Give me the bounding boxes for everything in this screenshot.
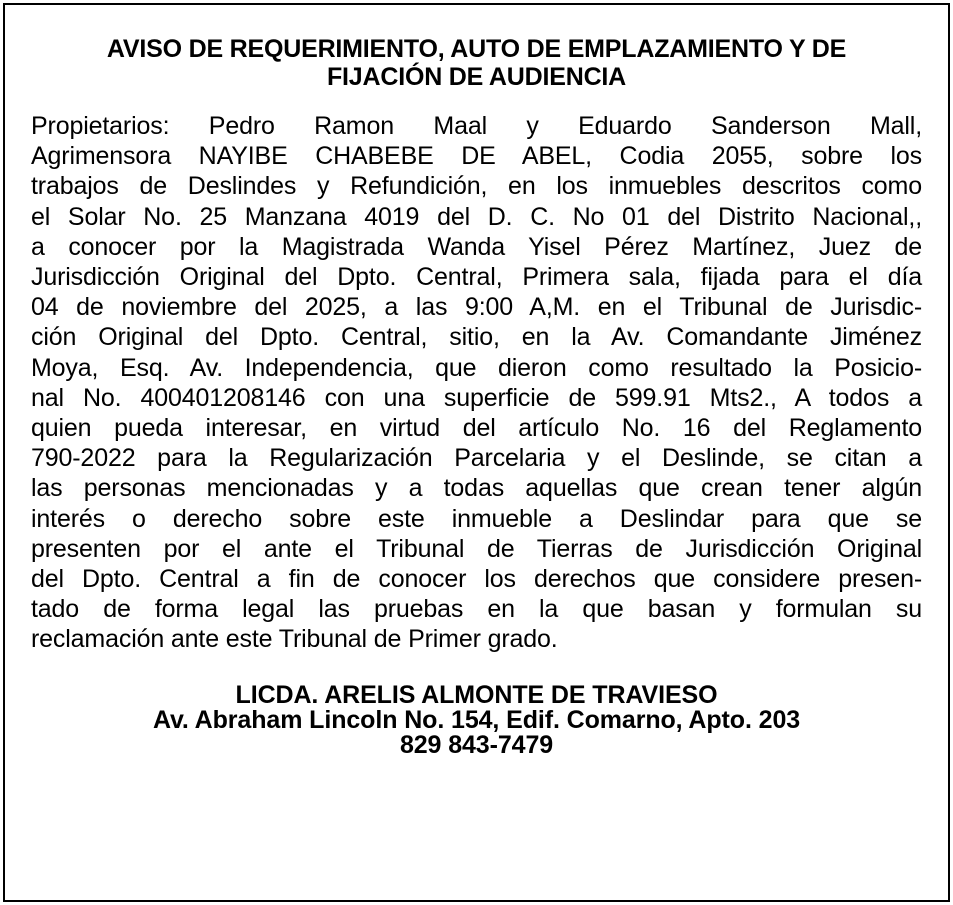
notice-body-line: Moya, Esq. Av. Independencia, que dieron como resultado la Posicio- [31, 353, 922, 382]
notice-body-line: el Solar No. 25 Manzana 4019 del D. C. No 01 del Distrito Nacional,, [31, 202, 922, 231]
notice-body-line: 790-2022 para la Regularización Parcelaria y el Deslinde, se citan a [31, 444, 922, 473]
notice-body-line: Jurisdicción Original del Dpto. Central, Primera sala, fijada para el día [31, 263, 922, 292]
notice-body-line: presenten por el ante el Tribunal de Tierras de Jurisdicción Original [31, 534, 922, 563]
notice-body-line: Agrimensora NAYIBE CHABEBE DE ABEL, Codia 2055, sobre los [31, 142, 922, 171]
signature-address: Av. Abraham Lincoln No. 154, Edif. Comarno, Apto. 203 [152, 705, 801, 734]
notice-body [31, 111, 922, 655]
notice-body-line: a conocer por la Magistrada Wanda Yisel Pérez Martínez, Juez de [31, 232, 922, 261]
notice-body-line: Propietarios: Pedro Ramon Maal y Eduardo Sanderson Mall, [31, 112, 922, 140]
notice-title [35, 35, 918, 91]
notice-body-line: las personas mencionadas y a todas aquellas que crean tener algún [31, 474, 922, 503]
notice-title-line: AVISO DE REQUERIMIENTO, AUTO DE EMPLAZAMIENTO Y DE [106, 35, 847, 63]
notice-body-line: reclamación ante este Tribunal de Primer grado. [31, 625, 558, 654]
signature-name: LICDA. ARELIS ALMONTE DE TRAVIESO [235, 680, 718, 709]
notice-body-line: tado de forma legal las pruebas en la que basan y formulan su [31, 595, 922, 624]
signature-block [5, 680, 948, 759]
legal-notice [3, 3, 950, 902]
notice-body-line: trabajos de Deslindes y Refundición, en los inmuebles descritos como [31, 172, 922, 201]
signature-phone: 829 843-7479 [399, 730, 554, 759]
notice-body-line: quien pueda interesar, en virtud del artículo No. 16 del Reglamento [31, 414, 922, 443]
notice-body-line: 04 de noviembre del 2025, a las 9:00 A,M. en el Tribunal de Jurisdic- [31, 293, 922, 322]
notice-title-line: FIJACIÓN DE AUDIENCIA [326, 63, 627, 91]
notice-body-line: nal No. 400401208146 con una superficie de 599.91 Mts2., A todos a [31, 383, 922, 412]
notice-body-line: del Dpto. Central a fin de conocer los derechos que considere presen- [31, 565, 922, 594]
notice-body-line: interés o derecho sobre este inmueble a Deslindar para que se [31, 504, 922, 533]
notice-body-line: ción Original del Dpto. Central, sitio, en la Av. Comandante Jiménez [31, 323, 922, 352]
